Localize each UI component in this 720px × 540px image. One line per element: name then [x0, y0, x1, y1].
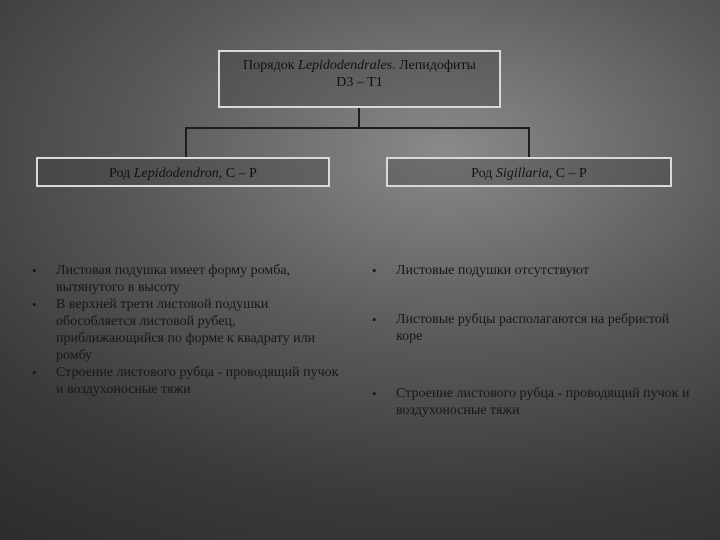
list-item: • Листовые рубцы располагаются на ребристой коре: [372, 312, 670, 344]
bullet-icon: •: [32, 263, 37, 278]
list-item: • Листовые подушки отсутствуют: [372, 263, 589, 278]
list-item: • Листовая подушка имеет форму ромба, вытянутого в высоту: [32, 263, 291, 295]
connector-vertical-left: [185, 127, 187, 157]
bullet-icon: •: [32, 365, 37, 380]
order-period: D3 – T1: [336, 75, 383, 90]
genus-sigillaria-box: Род Sigillaria, C – P: [386, 157, 672, 187]
bullet-icon: •: [372, 312, 377, 327]
connector-horizontal: [185, 127, 530, 129]
bullet-icon: •: [372, 386, 377, 401]
lepidodendron-features-list: [32, 262, 344, 398]
order-box: [218, 50, 501, 108]
list-item: • Строение листового рубца - проводящий пучок и воздухоносные тяжи: [372, 386, 690, 418]
bullet-icon: •: [372, 263, 377, 278]
sigillaria-features-list: [372, 262, 690, 431]
order-title: Порядок Lepidodendrales. Лепидофиты: [243, 58, 476, 73]
connector-vertical-right: [528, 127, 530, 157]
list-item: • В верхней трети листовой подушки обособляется листовой рубец, приближающийся по форме к квадрату или ромбу: [32, 297, 316, 363]
bullet-icon: •: [32, 297, 37, 312]
genus-lepidodendron-box: Род Lepidodendron, C – P: [36, 157, 330, 187]
list-item: • Строение листового рубца - проводящий пучок и воздухоносные тяжи: [32, 365, 339, 397]
connector-vertical-top: [358, 108, 360, 128]
